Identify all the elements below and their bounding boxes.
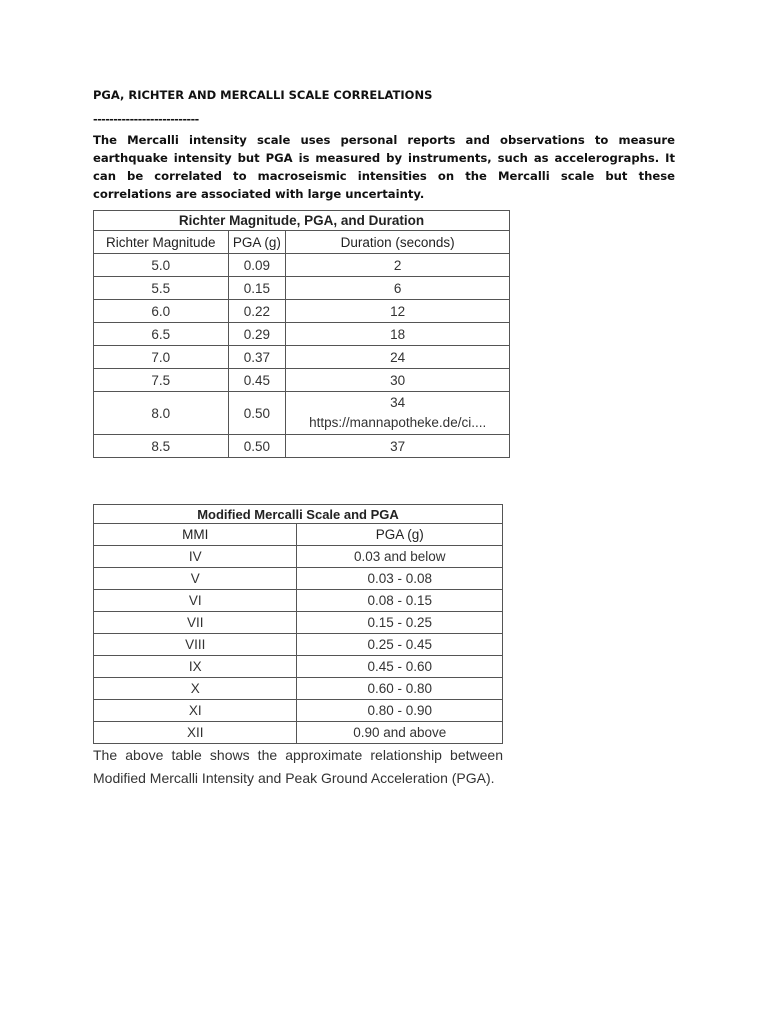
duration-cell: 24 (286, 346, 510, 369)
table-row (94, 435, 510, 458)
pga-cell: 0.15 (228, 277, 286, 300)
pga-cell: 0.37 (228, 346, 286, 369)
magnitude-cell: 8.5 (94, 435, 229, 458)
column-header: MMI (94, 524, 297, 546)
table-row (94, 546, 503, 568)
magnitude-cell: 6.5 (94, 323, 229, 346)
mmi-cell: IV (94, 546, 297, 568)
mmi-cell: IX (94, 656, 297, 678)
pga-range-cell: 0.45 - 0.60 (297, 656, 503, 678)
richter-table-caption: Richter Magnitude, PGA, and Duration (94, 211, 510, 231)
duration-cell: 2 (286, 254, 510, 277)
duration-cell: 6 (286, 277, 510, 300)
mmi-cell: VIII (94, 634, 297, 656)
table-row (94, 612, 503, 634)
table-row (94, 300, 510, 323)
table-row (94, 254, 510, 277)
table-row (94, 392, 510, 435)
mercalli-table (93, 504, 503, 744)
table-row (94, 700, 503, 722)
pga-range-cell: 0.80 - 0.90 (297, 700, 503, 722)
intro-paragraph: The Mercalli intensity scale uses personal reports and observations to measure earthquake intensity but PGA is measured by instruments, such as accelerographs. It can be correlated to macroseismic intensities on the Mercalli scale but these correlations are associated with large uncertainty. (93, 133, 675, 201)
table-row (94, 568, 503, 590)
pga-cell: 0.29 (228, 323, 286, 346)
magnitude-cell: 7.0 (94, 346, 229, 369)
table-row (94, 323, 510, 346)
column-header: PGA (g) (228, 231, 286, 254)
pga-cell: 0.50 (228, 392, 286, 435)
page-title: PGA, RICHTER AND MERCALLI SCALE CORRELATIONS (93, 88, 433, 102)
column-header: PGA (g) (297, 524, 503, 546)
duration-cell: 18 (286, 323, 510, 346)
mmi-cell: VII (94, 612, 297, 634)
pga-cell: 0.09 (228, 254, 286, 277)
mmi-cell: V (94, 568, 297, 590)
table-note: The above table shows the approximate relationship between Modified Mercalli Intensity and Peak Ground Acceleration (PGA). (93, 747, 503, 786)
pga-cell: 0.50 (228, 435, 286, 458)
magnitude-cell: 5.0 (94, 254, 229, 277)
title-divider: -------------------------- (93, 113, 199, 126)
richter-table (93, 210, 510, 458)
mmi-cell: XI (94, 700, 297, 722)
mmi-cell: X (94, 678, 297, 700)
pga-range-cell: 0.90 and above (297, 722, 503, 744)
column-header: Richter Magnitude (94, 231, 229, 254)
duration-cell: 12 (286, 300, 510, 323)
duration-cell (286, 392, 510, 435)
table-row (94, 656, 503, 678)
source-url-note: https://mannapotheke.de/ci.... (309, 415, 487, 430)
mmi-cell: XII (94, 722, 297, 744)
table-row (94, 369, 510, 392)
duration-value: 34 (390, 395, 406, 410)
pga-range-cell: 0.08 - 0.15 (297, 590, 503, 612)
magnitude-cell: 8.0 (94, 392, 229, 435)
duration-cell: 30 (286, 369, 510, 392)
duration-cell: 37 (286, 435, 510, 458)
table-row (94, 678, 503, 700)
table-row (94, 722, 503, 744)
column-header: Duration (seconds) (286, 231, 510, 254)
pga-range-cell: 0.25 - 0.45 (297, 634, 503, 656)
mmi-cell: VI (94, 590, 297, 612)
magnitude-cell: 6.0 (94, 300, 229, 323)
pga-range-cell: 0.60 - 0.80 (297, 678, 503, 700)
pga-range-cell: 0.15 - 0.25 (297, 612, 503, 634)
magnitude-cell: 5.5 (94, 277, 229, 300)
table-row (94, 277, 510, 300)
table-row (94, 634, 503, 656)
magnitude-cell: 7.5 (94, 369, 229, 392)
pga-range-cell: 0.03 - 0.08 (297, 568, 503, 590)
mercalli-table-caption: Modified Mercalli Scale and PGA (94, 505, 503, 524)
table-row (94, 590, 503, 612)
table-row (94, 346, 510, 369)
pga-cell: 0.45 (228, 369, 286, 392)
pga-range-cell: 0.03 and below (297, 546, 503, 568)
pga-cell: 0.22 (228, 300, 286, 323)
